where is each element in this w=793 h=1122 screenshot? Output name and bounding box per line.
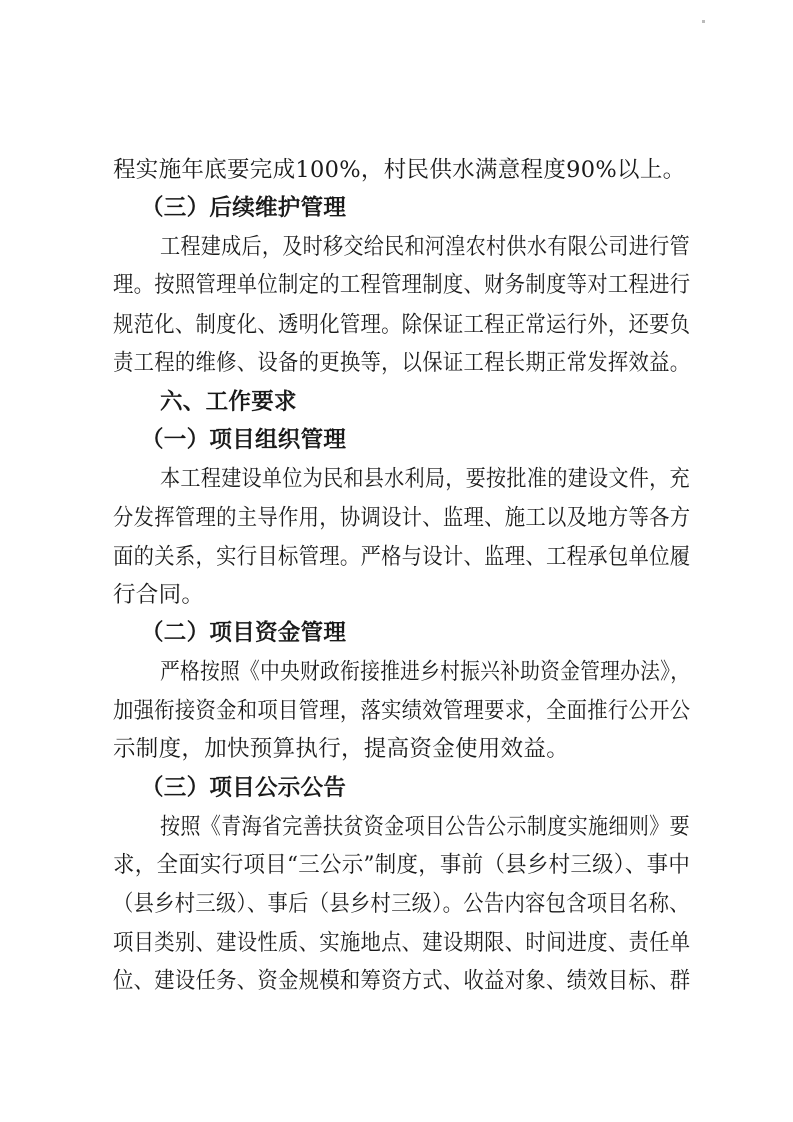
paragraph-line: 项目类别、建设性质、实施地点、建设期限、时间进度、责任单 [113,930,691,956]
paragraph-line: 规范化、制度化、透明化管理。除保证工程正常运行外，还要负 [113,312,691,338]
paragraph-line: 加强衔接资金和项目管理，落实绩效管理要求，全面推行公开公 [113,698,691,724]
paragraph-line: 责工程的维修、设备的更换等，以保证工程长期正常发挥效益。 [113,350,691,376]
paragraph-line: 求，全面实行项目“三公示”制度，事前（县乡村三级）、事中 [113,852,691,878]
paragraph-line: 工程建成后，及时移交给民和河湟农村供水有限公司进行管 [160,234,690,260]
section-heading-funds: （二）项目资金管理 [141,620,347,646]
chapter-heading-work-requirements: 六、工作要求 [160,389,297,415]
section-heading-public-notice: （三）项目公示公告 [141,775,347,801]
section-heading-organization: （一）项目组织管理 [141,427,347,453]
scan-dot [702,20,705,23]
paragraph-line: 位、建设任务、资金规模和筹资方式、收益对象、绩效目标、群 [113,968,691,994]
paragraph-line: （县乡村三级）、事后（县乡村三级）。公告内容包含项目名称、 [113,891,690,917]
paragraph-line: 本工程建设单位为民和县水利局，要按批准的建设文件，充 [160,466,690,492]
paragraph-line: 理。按照管理单位制定的工程管理制度、财务制度等对工程进行 [113,272,691,298]
paragraph-line-continuation: 程实施年底要完成100%，村民供水满意程度90%以上。 [113,157,686,183]
paragraph-line: 示制度，加快预算执行，提高资金使用效益。 [113,736,570,762]
paragraph-line: 严格按照《中央财政衔接推进乡村振兴补助资金管理办法》， [160,659,691,685]
section-heading-maintenance: （三）后续维护管理 [141,195,347,221]
paragraph-line: 面的关系，实行目标管理。严格与设计、监理、工程承包单位履 [113,544,691,570]
paragraph-line: 分发挥管理的主导作用，协调设计、监理、施工以及地方等各方 [113,505,691,531]
paragraph-line: 按照《青海省完善扶贫资金项目公告公示制度实施细则》要 [160,814,690,840]
paragraph-line: 行合同。 [113,582,205,608]
